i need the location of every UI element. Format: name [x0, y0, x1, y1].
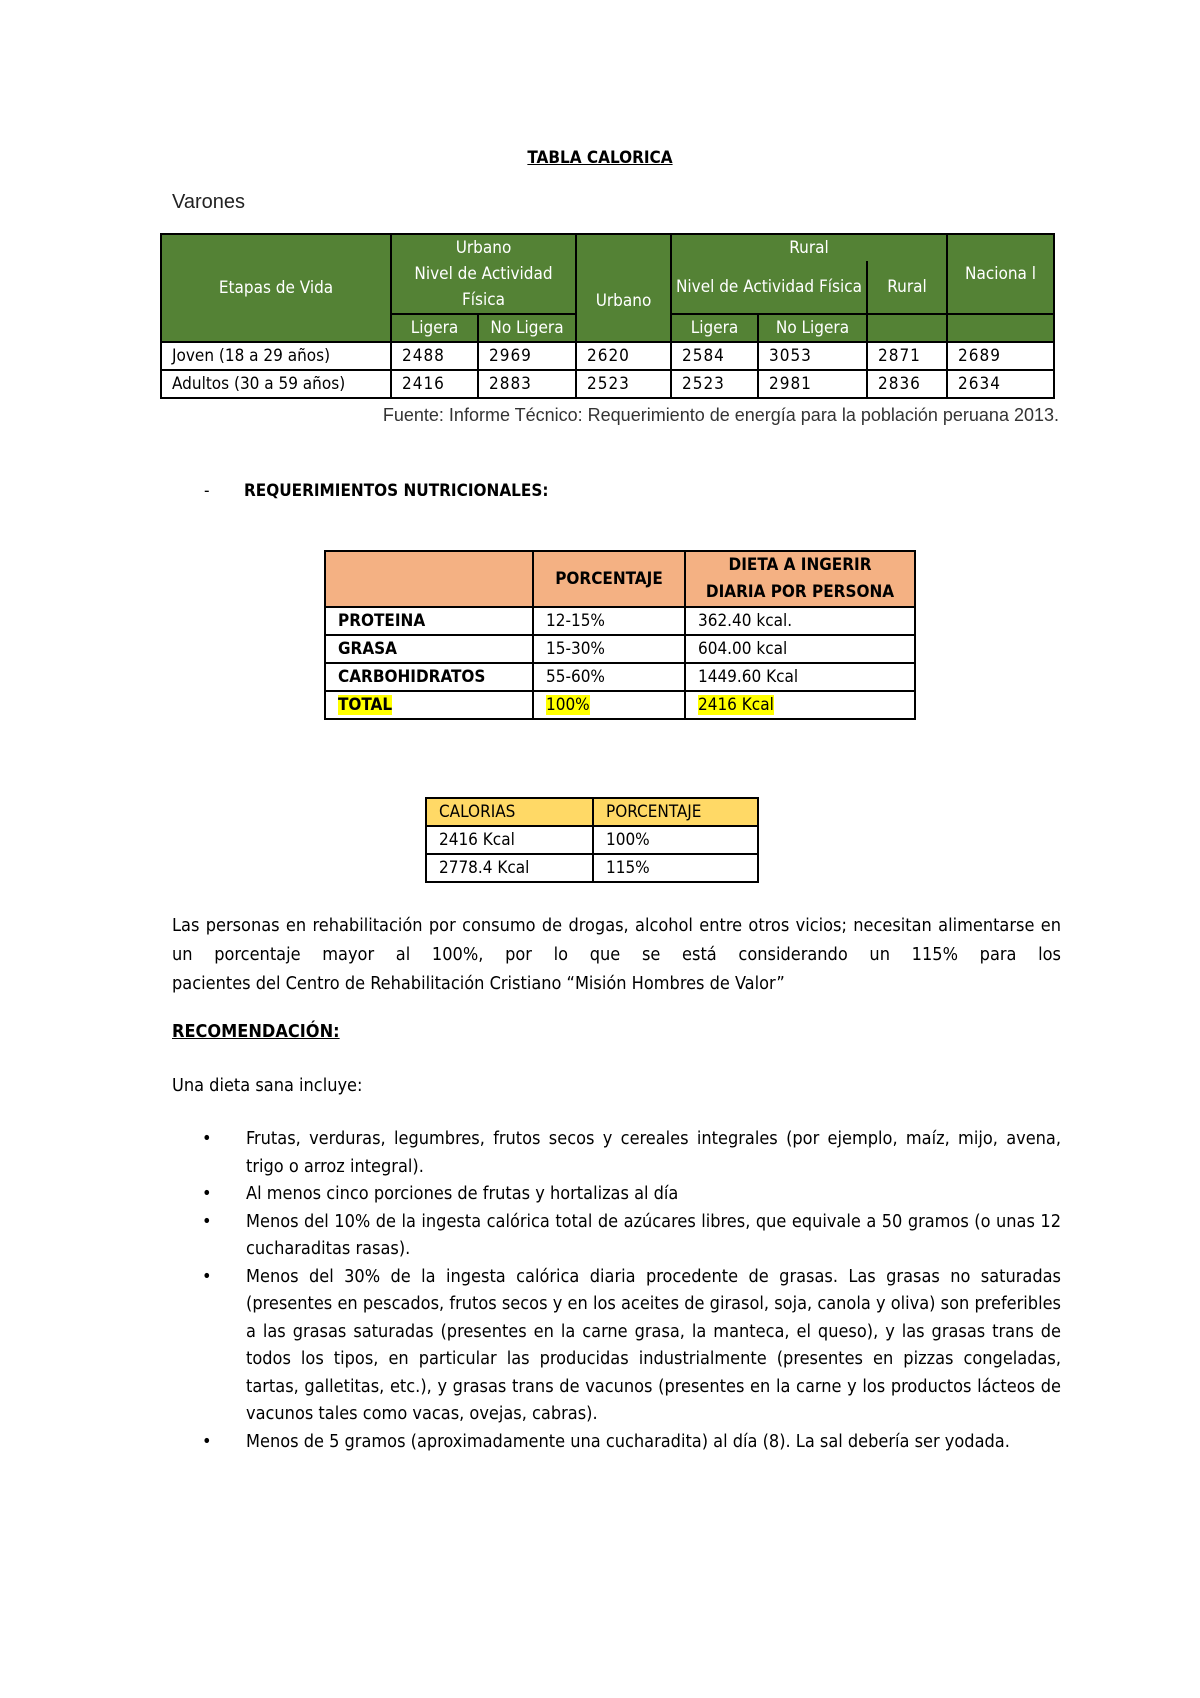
list-item: [172, 1125, 1061, 1180]
nutrient-pct: 55-60%: [533, 663, 685, 691]
cell-urbano: 2523: [576, 370, 671, 398]
list-item-text: Menos del 10% de la ingesta calórica total de azúcares libres, que equivale a 50 gramos (o unas 12 cucharaditas rasas).: [246, 1210, 1061, 1259]
diet-intro: Una dieta sana incluye:: [172, 1075, 363, 1096]
header-blank: [325, 551, 533, 607]
list-item: [172, 1208, 1061, 1263]
bullet-icon: •: [202, 1430, 212, 1452]
header-porcentaje: PORCENTAJE: [593, 798, 758, 826]
rehab-paragraph: [172, 911, 1061, 998]
header-dieta-line1: DIETA A INGERIR: [728, 555, 872, 575]
table-row: [161, 370, 1054, 398]
list-item: [172, 1180, 1061, 1208]
recommendation-list: [172, 1125, 1061, 1455]
list-item-text: Frutas, verduras, legumbres, frutos secos y cereales integrales (por ejemplo, maíz, mijo, avena, trigo o arroz integral).: [246, 1128, 1061, 1177]
row-etapa: Joven (18 a 29 años): [161, 342, 391, 370]
source-caption: Fuente: Informe Técnico: Requerimiento de energía para la población peruana 2013.: [382, 405, 1059, 425]
calorie-percentage-table: [425, 797, 759, 883]
table-row: [325, 663, 915, 691]
row-etapa: Adultos (30 a 59 años): [161, 370, 391, 398]
list-item-text: Menos de 5 gramos (aproximadamente una cucharadita) al día (8). La sal debería ser yodada.: [246, 1430, 1010, 1452]
nutrient-value: 1449.60 Kcal: [685, 663, 915, 691]
caloric-table: [160, 233, 1055, 399]
cell-urb-no-ligera: 2969: [478, 342, 576, 370]
page-title: TABLA CALORICA: [527, 148, 673, 168]
section-heading: [204, 481, 548, 501]
cell-rur-ligera: 2523: [671, 370, 758, 398]
header-dieta: [685, 551, 915, 607]
cell-pct: 115%: [593, 854, 758, 882]
header-nivel-actividad-rural: Nivel de Actividad Física: [671, 261, 867, 314]
list-item-text: Menos del 30% de la ingesta calórica diaria procedente de grasas. Las grasas no saturadas (presentes en pescados, frutos secos y en los aceites de girasol, soja, canola y oliva) son preferibles a las grasas saturadas (presentes en la carne grasa, la manteca, el queso), y las grasas trans de todos los tipos, en particular las producidas industrialmente (presentes en pizzas congeladas, tartas, galletitas, etc.), y grasas trans de vacunos (presentes en la carne y los productos lácteos de vacunos tales como vacas, ovejas, cabras).: [246, 1265, 1061, 1424]
cell-nacional: 2689: [947, 342, 1054, 370]
header-ligera-rural: Ligera: [671, 314, 758, 342]
cell-urbano: 2620: [576, 342, 671, 370]
header-nivel-actividad-urbano: Nivel de Actividad Física: [391, 261, 576, 314]
paragraph-last: pacientes del Centro de Rehabilitación Cristiano “Misión Hombres de Valor”: [172, 973, 785, 994]
table-row: [161, 342, 1054, 370]
cell-rur-no-ligera: 2981: [758, 370, 867, 398]
header-urbano-group: Urbano: [391, 234, 576, 261]
cell-rur-no-ligera: 3053: [758, 342, 867, 370]
cell-calorias: 2778.4 Kcal: [426, 854, 593, 882]
bullet-icon: •: [202, 1128, 212, 1149]
section-dash: -: [204, 481, 210, 501]
nutrition-table: [324, 550, 916, 720]
total-label: TOTAL: [338, 695, 393, 715]
header-etapas: Etapas de Vida: [161, 234, 391, 342]
cell-rural: 2871: [867, 342, 947, 370]
nutrient-value: 604.00 kcal: [685, 635, 915, 663]
nutrient-label: PROTEINA: [325, 607, 533, 635]
header-nacional: Naciona l: [947, 234, 1054, 314]
header-calorias: CALORIAS: [426, 798, 593, 826]
cell-pct: 100%: [593, 826, 758, 854]
list-item: [172, 1263, 1061, 1428]
recommendation-heading: RECOMENDACIÓN:: [172, 1021, 340, 1042]
paragraph-main: Las personas en rehabilitación por consumo de drogas, alcohol entre otros vicios; necesitan alimentarse en un porcentaje mayor al 100%, por lo que se está considerando un 115% para los: [172, 915, 1061, 965]
cell-urb-ligera: 2488: [391, 342, 478, 370]
bullet-icon: •: [202, 1265, 212, 1287]
header-empty-1: [576, 234, 671, 261]
bullet-icon: •: [202, 1210, 212, 1232]
table-row: [325, 635, 915, 663]
total-pct: 100%: [546, 695, 590, 715]
subtitle-varones: Varones: [172, 191, 246, 213]
nutrient-value: 362.40 kcal.: [685, 607, 915, 635]
list-item: [172, 1428, 1061, 1456]
cell-rur-ligera: 2584: [671, 342, 758, 370]
table-row-total: [325, 691, 915, 719]
cell-calorias: 2416 Kcal: [426, 826, 593, 854]
section-heading-text: REQUERIMIENTOS NUTRICIONALES:: [244, 481, 549, 501]
header-rural-group: Rural: [671, 234, 947, 261]
header-dieta-line2: DIARIA POR PERSONA: [705, 582, 895, 602]
nutrient-pct: 12-15%: [533, 607, 685, 635]
list-item-text: Al menos cinco porciones de frutas y hortalizas al día: [246, 1183, 679, 1204]
cell-nacional: 2634: [947, 370, 1054, 398]
nutrient-label: GRASA: [325, 635, 533, 663]
bullet-icon: •: [202, 1183, 212, 1204]
header-empty-2: [867, 314, 947, 342]
table-row: [426, 826, 758, 854]
total-value: 2416 Kcal: [698, 695, 774, 715]
table-row: [426, 854, 758, 882]
cell-urb-no-ligera: 2883: [478, 370, 576, 398]
nutrient-pct: 15-30%: [533, 635, 685, 663]
table-row: [325, 607, 915, 635]
header-porcentaje: PORCENTAJE: [533, 551, 685, 607]
header-urbano: Urbano: [576, 261, 671, 342]
header-ligera-urbano: Ligera: [391, 314, 478, 342]
header-rural: Rural: [867, 261, 947, 314]
cell-urb-ligera: 2416: [391, 370, 478, 398]
header-no-ligera-urbano: No Ligera: [478, 314, 576, 342]
cell-rural: 2836: [867, 370, 947, 398]
header-no-ligera-rural: No Ligera: [758, 314, 867, 342]
header-empty-3: [947, 314, 1054, 342]
nutrient-label: CARBOHIDRATOS: [325, 663, 533, 691]
